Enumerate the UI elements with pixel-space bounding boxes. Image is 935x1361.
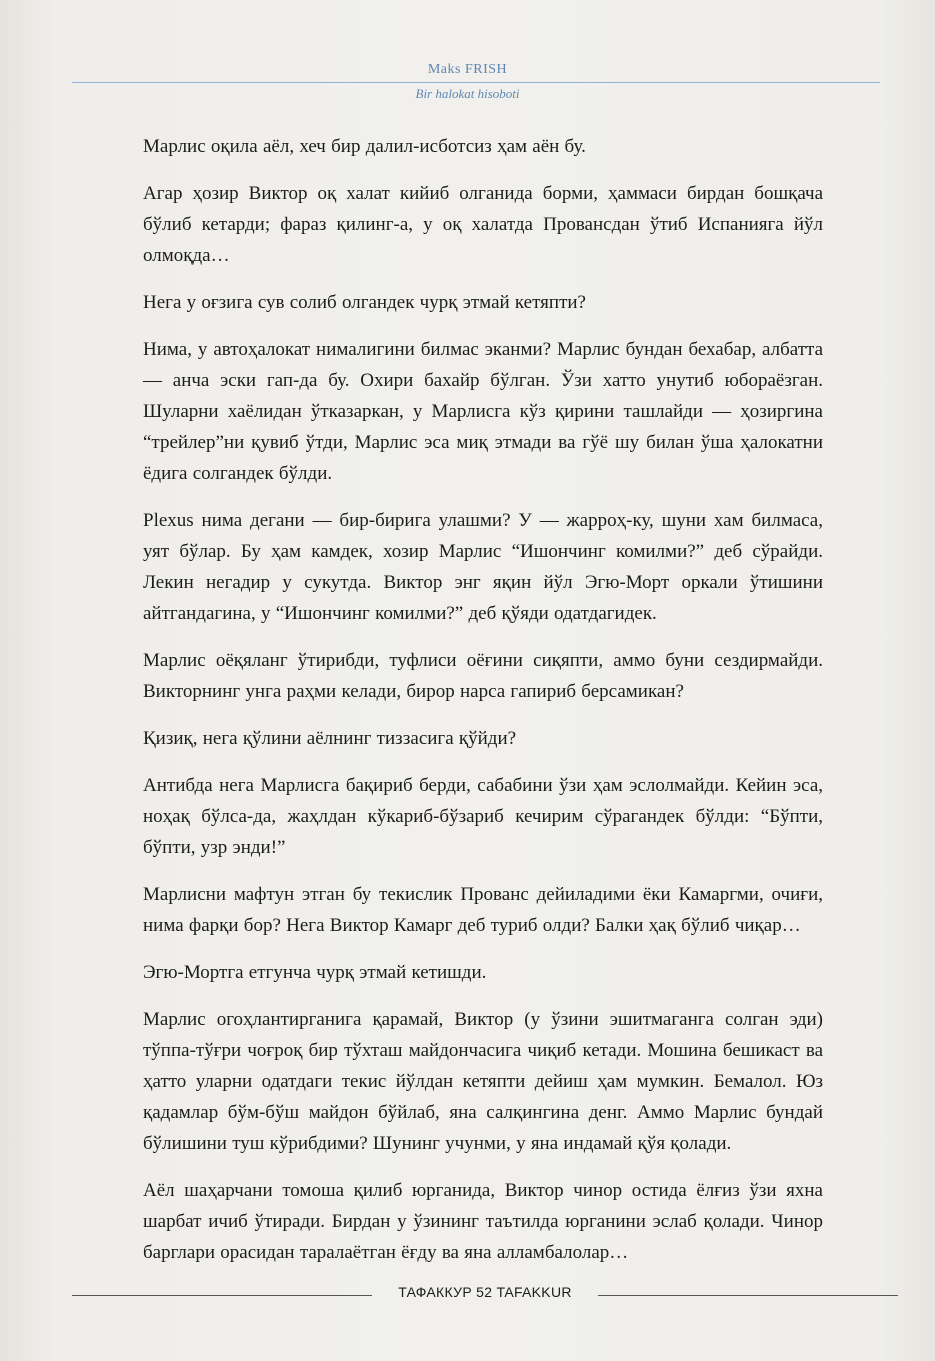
paragraph: Марлис оқила аёл, хеч бир далил-исботсиз ҳам аён бу. [143, 136, 586, 157]
footer-page-label: ТАФАККУР 52 TAFAKKUR [398, 1284, 572, 1300]
header-subtitle: Bir halokat hisoboti [415, 86, 520, 101]
header-rule [72, 82, 880, 83]
paragraph: Аёл шаҳарчани томоша қилиб юрганида, Виктор чинор остида ёлғиз ўзи яхна шарбат ичиб ўтиради. Бирдан у ўзининг таътилда юрганини эслаб қолади. Чинор барглари орасидан таралаётган ёғду ва яна алламбалолар… [143, 1180, 823, 1263]
paragraph: Қизиқ, нега қўлини аёлнинг тиззасига қўйди? [143, 728, 517, 749]
paragraph: Марлис оёқяланг ўтирибди, туфлиси оёғини сиқяпти, аммо буни сездирмайди. Викторнинг унга раҳми келади, бирор нарса гапириб берсамикан? [143, 650, 823, 702]
paragraph: Нима, у автоҳалокат нималигини билмас эканми? Марлис бундан бехабар, албатта — анча эски гап-да бу. Охири бахайр бўлган. Ўзи хатто унутиб юбораёзган. Шуларни хаёлидан ўтказаркан, у Марлисга кўз қирини ташлайди — ҳозиргина “трейлер”ни қувиб ўтди, Марлис эса миқ этмади ва гўё шу билан ўша ҳалокатни ёдига солгандек бўлди. [143, 339, 823, 484]
paragraph: Марлисни мафтун этган бу текислик Прованс дейиладими ёки Камаргми, очиғи, нима фарқи бор? Нега Виктор Камарг деб туриб олди? Балки ҳақ бўлиб чиқар… [143, 884, 823, 936]
paragraph: Plexus нима дегани — бир-бирига улашми? У — жарроҳ-ку, шуни хам билмаса, уят бўлар. Бу ҳам камдек, хозир Марлис “Ишончинг комилми?” деб сўрайди. Лекин негадир у сукутда. Виктор энг яқин йўл Эгю-Морт оркали ўтишини айтгандагина, у “Ишончинг комилми?” деб қўяди одатдагидек. [143, 510, 823, 624]
paragraph: Нега у оғзига сув солиб олгандек чурқ этмай кетяпти? [143, 292, 586, 313]
footer-rule-left [72, 1295, 372, 1296]
footer-rule-right [598, 1295, 898, 1296]
paragraph: Эгю-Мортга етгунча чурқ этмай кетишди. [143, 962, 487, 983]
paragraph: Агар ҳозир Виктор оқ халат кийиб олганида борми, ҳаммаси бирдан бошқача бўлиб кетарди; фараз қилинг-а, у оқ халатда Провансдан ўтиб Испанияга йўл олмоқда… [143, 183, 823, 266]
body-text [143, 131, 823, 1284]
paragraph: Антибда нега Марлисга бақириб берди, сабабини ўзи ҳам эслолмайди. Кейин эса, ноҳақ бўлса-да, жаҳлдан кўкариб-бўзариб кечирим сўрагандек бўлди: “Бўпти, бўпти, узр энди!” [143, 775, 823, 858]
paragraph: Марлис огоҳлантирганига қарамай, Виктор (у ўзини эшитмаганга солган эди) тўппа-тўғри чоғроқ бир тўхташ майдончасига чиқиб кетади. Мошина бешикаст ва ҳатто уларни одатдаги текис йўлдан кетяпти дейиш ҳам мумкин. Бемалол. Юз қадамлар бўм-бўш майдон бўйлаб, яна салқингина денг. Аммо Марлис бундай бўлишини туш кўрибдими? Шунинг учунми, у яна индамай қўя қолади. [143, 1009, 823, 1154]
header-author: Maks FRISH [427, 62, 508, 77]
